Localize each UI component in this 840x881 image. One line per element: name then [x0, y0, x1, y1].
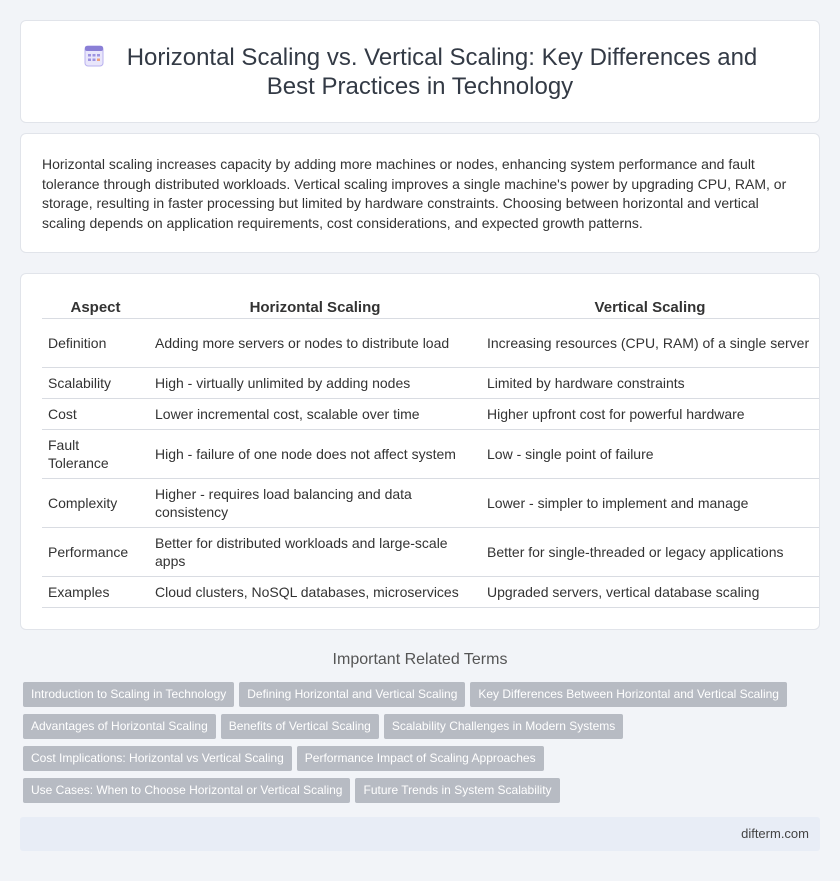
table-row [42, 429, 819, 478]
related-term-tag[interactable]: Cost Implications: Horizontal vs Vertical Scaling [23, 746, 292, 771]
intro-card [20, 133, 820, 253]
page-title-wrap [21, 43, 819, 101]
header-aspect: Aspect [42, 296, 149, 318]
cell-aspect: Complexity [42, 478, 149, 527]
cell-horizontal: High - failure of one node does not affect system [149, 429, 481, 478]
footer-site-link[interactable]: difterm.com [741, 826, 809, 841]
related-term-tag[interactable]: Performance Impact of Scaling Approaches [297, 746, 544, 771]
cell-vertical: Low - single point of failure [481, 429, 819, 478]
cell-aspect: Scalability [42, 367, 149, 398]
cell-vertical: Lower - simpler to implement and manage [481, 478, 819, 527]
tag-row [23, 778, 803, 810]
related-term-tag[interactable]: Benefits of Vertical Scaling [221, 714, 379, 739]
related-term-tag[interactable]: Scalability Challenges in Modern Systems [384, 714, 623, 739]
header-vertical: Vertical Scaling [481, 296, 819, 318]
cell-horizontal: Cloud clusters, NoSQL databases, microservices [149, 576, 481, 607]
comparison-table-card [20, 273, 820, 630]
cell-vertical: Increasing resources (CPU, RAM) of a single server [481, 318, 819, 367]
table-row [42, 398, 819, 429]
table-row [42, 478, 819, 527]
related-term-tag[interactable]: Introduction to Scaling in Technology [23, 682, 234, 707]
related-term-tag[interactable]: Future Trends in System Scalability [355, 778, 559, 803]
cell-aspect: Fault Tolerance [42, 429, 149, 478]
tag-row [23, 682, 803, 714]
related-term-tag[interactable]: Use Cases: When to Choose Horizontal or Vertical Scaling [23, 778, 350, 803]
cell-horizontal: Adding more servers or nodes to distribute load [149, 318, 481, 367]
related-term-tag[interactable]: Key Differences Between Horizontal and Vertical Scaling [470, 682, 787, 707]
intro-paragraph: Horizontal scaling increases capacity by adding more machines or nodes, enhancing system performance and fault tolerance through distributed workloads. Vertical scaling improves a single machine's power by upgrading CPU, RAM, or storage, resulting in faster processing but limited by hardware constraints. Choosing between horizontal and vertical scaling depends on application requirements, cost considerations, and expected growth patterns. [42, 156, 787, 231]
cell-horizontal: Lower incremental cost, scalable over time [149, 398, 481, 429]
cell-horizontal: Better for distributed workloads and large-scale apps [149, 527, 481, 576]
cell-vertical: Upgraded servers, vertical database scaling [481, 576, 819, 607]
footer-bar [20, 817, 820, 851]
cell-vertical: Better for single-threaded or legacy applications [481, 527, 819, 576]
table-row [42, 318, 819, 367]
cell-vertical: Limited by hardware constraints [481, 367, 819, 398]
cell-horizontal: High - virtually unlimited by adding nodes [149, 367, 481, 398]
header-horizontal: Horizontal Scaling [149, 296, 481, 318]
cell-aspect: Performance [42, 527, 149, 576]
table-row [42, 576, 819, 607]
related-term-tag[interactable]: Advantages of Horizontal Scaling [23, 714, 216, 739]
cell-aspect: Definition [42, 318, 149, 367]
table-header-row [42, 296, 819, 318]
document-icon [83, 45, 105, 67]
tag-row [23, 746, 803, 778]
table-row [42, 527, 819, 576]
cell-aspect: Examples [42, 576, 149, 607]
cell-vertical: Higher upfront cost for powerful hardware [481, 398, 819, 429]
table-row [42, 367, 819, 398]
tag-row [23, 714, 803, 746]
related-terms-list [23, 682, 803, 810]
related-term-tag[interactable]: Defining Horizontal and Vertical Scaling [239, 682, 465, 707]
header-card [20, 20, 820, 123]
cell-horizontal: Higher - requires load balancing and data consistency [149, 478, 481, 527]
related-terms-title: Important Related Terms [332, 651, 508, 668]
comparison-table [42, 296, 819, 608]
cell-aspect: Cost [42, 398, 149, 429]
page-title: Horizontal Scaling vs. Vertical Scaling: Key Differences and Best Practices in Technology [126, 44, 758, 100]
